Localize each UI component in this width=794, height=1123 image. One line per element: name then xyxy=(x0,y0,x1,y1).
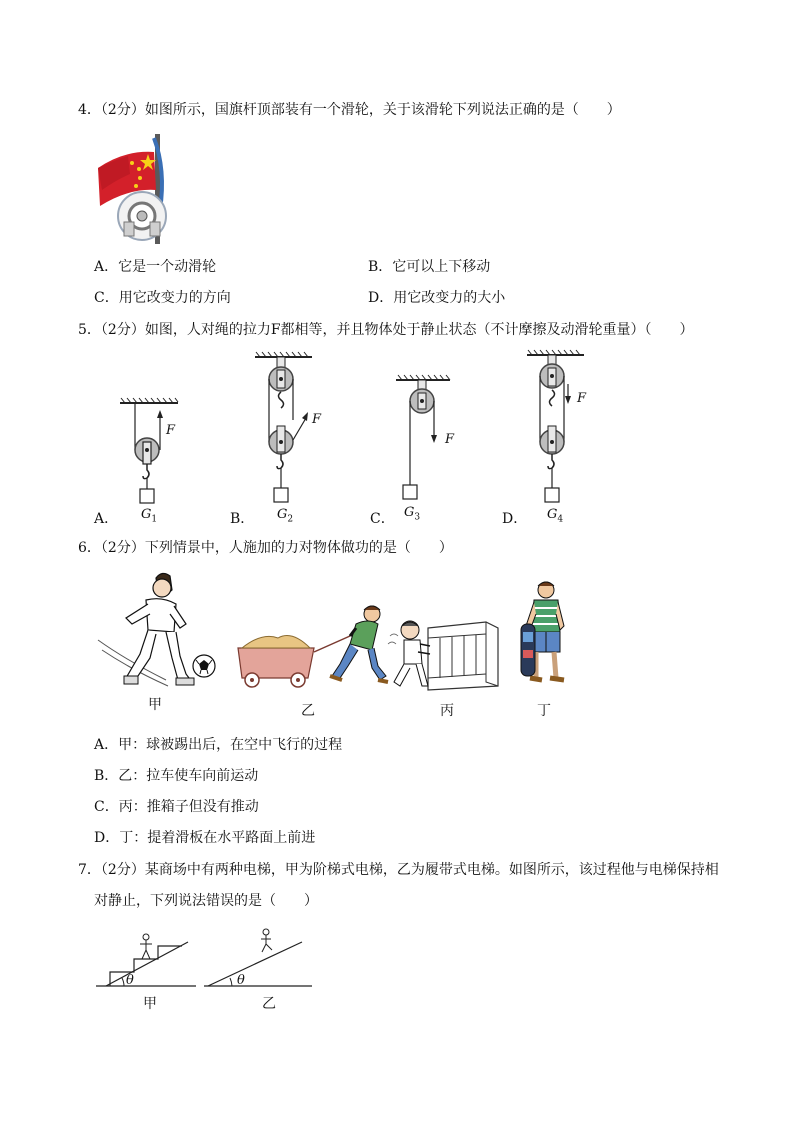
escalator-label-jia: 甲 xyxy=(143,996,157,1012)
q6-option-a[interactable]: A．甲：球被踢出后，在空中飞行的过程 xyxy=(94,737,343,753)
weight-label-g4: $G_4$ xyxy=(547,507,564,525)
q6-stem: 6．（2分）下列情景中，人施加的力对物体做功的是（ ） xyxy=(78,540,453,556)
escalator-label-yi: 乙 xyxy=(262,996,276,1012)
q7-stem-line2: 对静止，下列说法错误的是（ ） xyxy=(94,893,318,909)
flagpole-pulley-figure xyxy=(94,130,174,246)
weight-label-g1: $G_1$ xyxy=(141,507,158,525)
q4-option-d[interactable]: D．用它改变力的大小 xyxy=(368,290,506,306)
force-label-a: F xyxy=(166,423,176,438)
angle-label-yi: θ xyxy=(237,973,245,988)
q7-stem-line1: 7．（2分）某商场中有两种电梯，甲为阶梯式电梯，乙为履带式电梯。如图所示，该过程他与电梯保持相 xyxy=(78,862,719,878)
q5-option-c[interactable]: C． xyxy=(370,511,395,527)
q5-option-d[interactable]: D． xyxy=(502,511,528,527)
force-label-c: F xyxy=(445,432,455,447)
pulley-diagram-a xyxy=(115,398,185,508)
q5-stem: 5．（2分）如图，人对绳的拉力F都相等，并且物体处于静止状态（不计摩擦及动滑轮重量）（ ） xyxy=(78,322,694,338)
scene-label-yi: 乙 xyxy=(301,703,315,719)
weight-label-g3: $G_3$ xyxy=(404,505,421,523)
q5-option-b[interactable]: B． xyxy=(230,511,255,527)
weight-label-g2: $G_2$ xyxy=(277,507,294,525)
q4-option-a[interactable]: A．它是一个动滑轮 xyxy=(94,259,217,275)
escalator-jia-stepped xyxy=(96,928,206,990)
pulley-diagram-b xyxy=(250,352,325,508)
force-label-b: F xyxy=(312,412,322,427)
q4-option-b[interactable]: B．它可以上下移动 xyxy=(368,259,491,275)
q5-option-a[interactable]: A． xyxy=(94,511,119,527)
scene-label-bing: 丙 xyxy=(440,703,454,719)
angle-label-jia: θ xyxy=(126,973,134,988)
scene-label-jia: 甲 xyxy=(148,697,162,713)
scene-yi-pulling-cart xyxy=(232,606,392,690)
escalator-yi-belt xyxy=(204,926,316,990)
q6-option-c[interactable]: C．丙：推箱子但没有推动 xyxy=(94,799,259,815)
scene-ding-carrying-skateboard xyxy=(518,580,572,692)
scene-label-ding: 丁 xyxy=(537,703,551,719)
force-label-d: F xyxy=(577,391,587,406)
q6-option-b[interactable]: B．乙：拉车使车向前运动 xyxy=(94,768,259,784)
pulley-diagram-d xyxy=(522,350,597,508)
scene-bing-pushing-box xyxy=(386,616,502,692)
scene-jia-kicking-ball xyxy=(96,570,220,692)
q4-option-c[interactable]: C．用它改变力的方向 xyxy=(94,290,231,306)
q6-option-d[interactable]: D．丁：提着滑板在水平路面上前进 xyxy=(94,830,316,846)
q4-stem: 4．（2分）如图所示，国旗杆顶部装有一个滑轮，关于该滑轮下列说法正确的是（ ） xyxy=(78,102,621,118)
